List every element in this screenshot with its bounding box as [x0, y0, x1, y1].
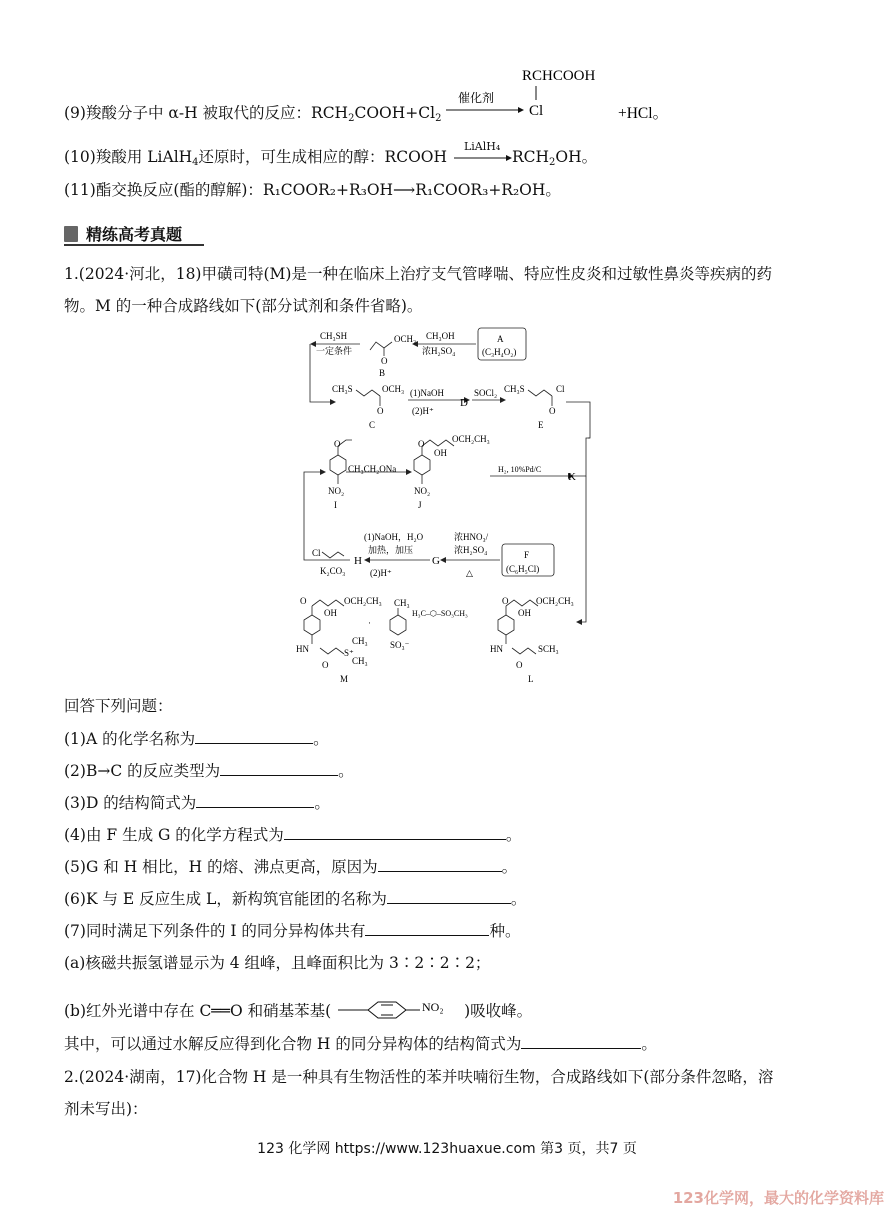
reagent-condition: 一定条件	[316, 346, 353, 356]
rxn9-cl: Cl	[529, 103, 544, 119]
watermark: 123化学网，最大的化学资料库	[672, 1189, 884, 1207]
section-header	[64, 222, 182, 245]
label-f: F	[524, 550, 530, 560]
q1-cond-a: (a)核磁共振氢谱显示为 4 组峰，且峰面积比为 3∶2∶2∶2；	[64, 954, 491, 972]
svg-text:CH₃: CH₃	[352, 656, 368, 666]
reagent-hno3: 浓HNO₃/	[454, 532, 489, 542]
item-2-end: 。	[338, 762, 354, 780]
q1-last-end: 。	[641, 1035, 657, 1053]
item-6-end: 。	[510, 890, 527, 908]
svg-text:O: O	[377, 406, 384, 416]
svg-text:O: O	[516, 660, 523, 670]
rxn9-product: RCHCOOH	[522, 68, 596, 84]
rxn10-product: RCH	[511, 148, 550, 166]
item-5-text: (5)G 和 H 相比，H 的熔、沸点更高，原因为	[64, 858, 378, 876]
item-4-end: 。	[505, 826, 522, 844]
q1-item-2	[64, 761, 354, 781]
q2-line2: 剂未写出)：	[64, 1100, 148, 1118]
q1-item-7	[64, 921, 520, 941]
svg-text:O: O	[322, 660, 329, 670]
svg-text:CH₃S: CH₃S	[504, 384, 525, 394]
svg-text:O: O	[418, 439, 425, 449]
nitrophenyl-structure	[336, 997, 464, 1023]
svg-text:OH: OH	[324, 608, 337, 618]
section-rule	[64, 244, 204, 246]
formula-f: (C₆H₅Cl)	[506, 564, 540, 574]
svg-text:OH: OH	[434, 448, 447, 458]
reagent-ts: H₃C–⬡–SO₃CH₃	[412, 609, 468, 618]
item-5-end: 。	[501, 858, 518, 876]
label-c: C	[369, 420, 376, 430]
svg-text:SCH₃: SCH₃	[538, 644, 559, 654]
svg-text:HN: HN	[296, 644, 309, 654]
svg-text:CH₃S: CH₃S	[332, 384, 353, 394]
svg-text:O: O	[334, 439, 341, 449]
reagent-h2so4-b: 浓H₂SO₄	[454, 545, 488, 555]
rxn9-prefix: (9)羧酸分子中 α-H 被取代的反应：RCH	[64, 104, 349, 122]
label-d: D	[460, 397, 468, 409]
label-a: A	[497, 334, 504, 344]
formula-a: (C₃H₄O₂)	[482, 347, 517, 357]
svg-text:·: ·	[368, 618, 371, 628]
reagent-heat: △	[466, 568, 473, 578]
rxn10-reagent: LiAlH₄	[463, 140, 501, 153]
answer-blank-8[interactable]	[521, 1034, 641, 1049]
svg-text:O: O	[502, 596, 509, 606]
answer-blank-7[interactable]	[365, 921, 489, 936]
rxn10-prefix: (10)羧酸用 LiAlH	[64, 148, 193, 166]
svg-text:CH₃: CH₃	[352, 636, 368, 646]
svg-text:O: O	[381, 356, 388, 366]
no2-label: NO₂	[422, 1000, 444, 1014]
page-footer: 123 化学网 https://www.123huaxue.com 第3 页，共7 页	[257, 1141, 637, 1157]
answer-blank-2[interactable]	[220, 761, 338, 776]
svg-text:OCH₂CH₃: OCH₂CH₃	[536, 596, 574, 606]
reaction-9: (9)羧酸分子中 α-H 被取代的反应：$RCH_2COOH+Cl_2$	[64, 104, 442, 124]
label-h: H	[354, 555, 362, 567]
rxn10-arrow	[452, 140, 512, 165]
reagent-k2co3: K₂CO₃	[320, 566, 346, 576]
item-7-end: 种。	[489, 922, 521, 940]
reagent-socl2: SOCl₂	[474, 388, 498, 398]
svg-text:O: O	[549, 406, 556, 416]
svg-text:OCH₂CH₃: OCH₂CH₃	[452, 434, 490, 444]
item-3-text: (3)D 的结构简式为	[64, 794, 197, 812]
svg-text:CH₃: CH₃	[394, 598, 410, 608]
q1-last	[64, 1034, 657, 1054]
svg-text:S⁺: S⁺	[344, 648, 354, 658]
answer-blank-4[interactable]	[284, 825, 506, 840]
label-i: I	[334, 500, 337, 510]
answer-blank-6[interactable]	[387, 889, 511, 904]
svg-text:SO₃⁻: SO₃⁻	[390, 640, 410, 650]
svg-text:NO₂: NO₂	[328, 486, 345, 496]
answer-blank-3[interactable]	[196, 793, 314, 808]
svg-text:OH: OH	[518, 608, 531, 618]
item-3-end: 。	[314, 794, 330, 812]
rxn9-mid: COOH+Cl	[354, 104, 436, 122]
reagent-h2so4: 浓H₂SO₄	[422, 346, 456, 356]
q1-prompt: 回答下列问题：	[64, 697, 173, 715]
svg-text:OCH₂CH₃: OCH₂CH₃	[344, 596, 382, 606]
q1-cond-b	[64, 997, 532, 1023]
item-6-text: (6)K 与 E 反应生成 L，新构筑官能团的名称为	[64, 890, 387, 908]
q1-item-4	[64, 825, 521, 845]
q2-line1: 2.(2024·湖南，17)化合物 H 是一种具有生物活性的苯并呋喃衍生物，合成路线如下(部分条件忽略，溶	[64, 1068, 774, 1086]
svg-text:NO₂: NO₂	[414, 486, 431, 496]
label-l: L	[528, 674, 534, 682]
reagent-h: (2)H⁺	[412, 406, 434, 416]
item-4-text: (4)由 F 生成 G 的化学方程式为	[64, 826, 284, 844]
q1-item-1	[64, 729, 329, 749]
answer-blank-5[interactable]	[378, 857, 502, 872]
label-g: G	[432, 555, 440, 567]
item-1-text: (1)A 的化学名称为	[64, 730, 196, 748]
q1-item-3	[64, 793, 330, 813]
label-m: M	[340, 674, 349, 682]
structure-tosylate	[390, 608, 406, 635]
svg-text:Cl: Cl	[556, 384, 565, 394]
item-1-end: 。	[313, 730, 329, 748]
reagent-naoh-h2o: (1)NaOH，H₂O	[364, 532, 424, 542]
reagent-etona: CH₃CH₂ONa	[348, 464, 397, 474]
rxn10-mid: 还原时，可生成相应的醇：RCOOH	[198, 148, 448, 166]
q1-line2: 物。M 的一种合成路线如下(部分试剂和条件省略)。	[64, 297, 423, 315]
label-e: E	[538, 420, 544, 430]
reaction-11: (11)酯交换反应(酯的醇解)：R₁COOR₂+R₃OH⟶R₁COOR₃+R₂OH。	[64, 181, 561, 199]
label-j: J	[418, 500, 422, 510]
reagent-ch3sh: CH₃SH	[320, 331, 348, 341]
answer-blank-1[interactable]	[195, 729, 313, 744]
synthesis-scheme	[290, 322, 610, 682]
rxn9-arrow-product	[440, 60, 680, 130]
svg-text:OCH₃: OCH₃	[382, 384, 405, 394]
rxn9-suffix: +HCl。	[618, 105, 669, 122]
reagent-h-2: (2)H⁺	[370, 568, 392, 578]
rxn9-catalyst: 催化剂	[458, 91, 495, 105]
q1-item-6	[64, 889, 526, 909]
svg-text:Cl: Cl	[312, 548, 321, 558]
structure-b	[370, 342, 392, 356]
section-title: 精练高考真题	[86, 225, 183, 244]
reagent-naoh: (1)NaOH	[410, 388, 444, 398]
reaction-10: (10)羧酸用 LiAlH$_4$还原时，可生成相应的醇：RCOOH LiAlH₄ $RCH_2OH$。	[64, 147, 597, 173]
q1-item-5	[64, 857, 517, 877]
svg-text:OCH₃: OCH₃	[394, 334, 417, 344]
svg-text:O: O	[300, 596, 307, 606]
item-2-text: (2)B→C 的反应类型为	[64, 762, 221, 780]
q1-line1: 1.(2024·河北，18)甲磺司特(M)是一种在临床上治疗支气管哮喘、特应性皮炎和过敏性鼻炎等疾病的药	[64, 265, 772, 283]
q1-last-text: 其中，可以通过水解反应得到化合物 H 的同分异构体的结构简式为	[64, 1035, 522, 1053]
reagent-ch3oh: CH₃OH	[426, 331, 455, 341]
reagent-heat-pressure: 加热，加压	[368, 545, 414, 555]
rxn10-end: OH。	[555, 148, 598, 166]
label-b: B	[379, 368, 386, 378]
cond-b-end: )吸收峰。	[464, 1002, 533, 1020]
svg-text:HN: HN	[490, 644, 503, 654]
reagent-h2pd: H₂, 10%Pd/C	[498, 465, 542, 474]
cond-b-text: (b)红外光谱中存在 C══O 和硝基苯基(	[64, 1002, 332, 1020]
document-icon	[64, 226, 78, 242]
label-k: K	[568, 471, 576, 483]
item-7-text: (7)同时满足下列条件的 I 的同分异构体共有	[64, 922, 366, 940]
